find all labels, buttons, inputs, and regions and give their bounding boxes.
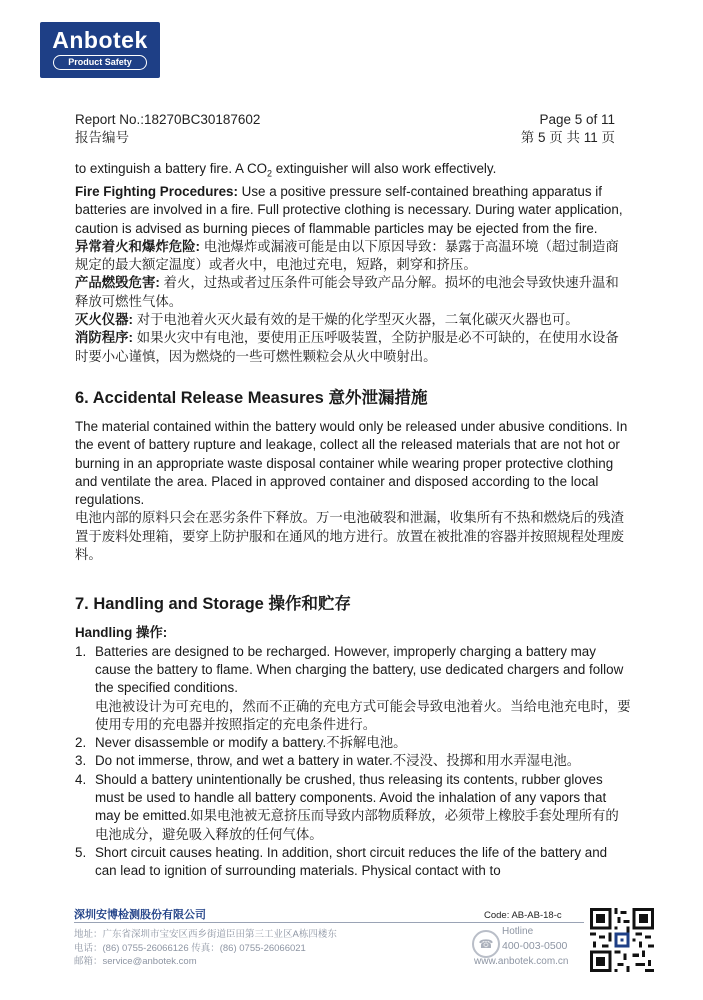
list-item: 3. Do not immerse, throw, and wet a battery in water.不浸没、投掷和用水弄湿电池。 (75, 753, 581, 769)
logo-tagline: Product Safety (53, 55, 147, 70)
page-number: Page 5 of 11 (539, 112, 615, 127)
logo-brand: Anbotek (52, 27, 148, 53)
footer-email: 邮箱：service@anbotek.com (74, 956, 197, 967)
paragraph-fire-fighting: Fire Fighting Procedures: Use a positive pressure self-contained breathing apparatus if batteries are involved in a fire. Full protective clothing is necessary. During water application, caution is advised as burning pieces of flammable particles may be ejected from the fire. (75, 183, 623, 236)
report-number: Report No.:18270BC30187602 (75, 112, 261, 127)
section-6-text-cn: 电池内部的原料只会在恶劣条件下释放。万一电池破裂和泄漏，收集所有不热和燃烧后的残渣置于废料处理箱，要穿上防护服和在通风的地方进行。放置在被批准的容器并按照规程处理废料。 (75, 510, 625, 563)
section-7-title: 7. Handling and Storage 操作和贮存 (75, 595, 351, 614)
footer-address: 地址：广东省深圳市宝安区西乡街道臣田第三工业区A栋四楼东 (74, 929, 337, 940)
report-number-block (75, 111, 260, 147)
paragraph-co2: to extinguish a battery fire. A $CO_2$ extinguisher will also work effectively. (75, 161, 497, 179)
list-item: 1. Batteries are designed to be recharged. However, improperly charging a battery may cause the battery to flame. When charging the battery, use dedicated chargers and follow the specified conditions. 电池被设计为可充电的，然而不正确的充电方式可能会导致电池着火。当给电池充电时，要使用专用的充电器并按照指定的充电条件进行。 (75, 643, 631, 732)
footer-divider (74, 922, 584, 923)
phone-icon: ☎ (472, 930, 500, 958)
document-body (75, 160, 631, 880)
handling-subtitle: Handling 操作: (75, 625, 168, 641)
page-number-block (521, 111, 615, 147)
hotline-label: Hotline (502, 926, 534, 937)
list-item: 2. Never disassemble or modify a battery.不拆解电池。 (75, 735, 407, 751)
paragraph-cn-procedure: 消防程序: 如果火灾中有电池，要使用正压呼吸装置，全防护服是必不可缺的，在使用水设备时要小心谨慎，因为燃烧的一些可燃性颗粒会从火中喷射出。 (75, 330, 619, 364)
anbotek-logo (40, 22, 160, 78)
list-item: 4. Should a battery unintentionally be crushed, thus releasing its contents, rubber gloves must be used to handle all battery components. Avoid the inhalation of any vapors that may be emitted.如果电池被无意挤压而导致内部物质释放，必须带上橡胶手套处理所有的电池成分，避免吸入释放的任何气体。 (75, 771, 619, 842)
paragraph-cn-extinguisher: 灭火仪器: 对于电池着火灭火最有效的是干燥的化学型灭火器，二氧化碳灭火器也可。 (75, 312, 579, 328)
page-number-cn: 第 5 页 共 11 页 (520, 130, 615, 145)
footer-phone: 电话：(86) 0755-26066126 传真：(86) 0755-26066021 (74, 942, 306, 954)
handling-list (75, 643, 631, 881)
paragraph-cn-burning: 产品燃毁危害: 着火，过热或者过压条件可能会导致产品分解。损坏的电池会导致快速升温和释放可燃性气体。 (75, 275, 619, 309)
footer-contact (74, 928, 337, 969)
paragraph-cn-explosion: 异常着火和爆炸危险: 电池爆炸或漏液可能是由以下原因导致：暴露于高温环境（超过制造商规定的最大额定温度）或者火中，电池过充电，短路，刺穿和挤压。 (75, 238, 619, 273)
report-number-cn: 报告编号 (75, 130, 129, 145)
footer-website: www.anbotek.com.cn (474, 956, 569, 967)
footer-code: Code: AB-AB-18-c (484, 910, 562, 921)
list-item: 5. Short circuit causes heating. In addition, short circuit reduces the life of the battery and can lead to ignition of surrounding materials. Physical contact with to (75, 844, 608, 879)
section-6-text: The material contained within the battery would only be released under abusive conditions. In the event of battery rupture and leakage, collect all the released materials that are not hot or burning in an appropriate waste disposal container while wearing proper protective clothing and ventilate the area. Placed in approved container and disposed according to the local regulations. (75, 418, 628, 508)
footer-company: 深圳安博检测股份有限公司 (74, 909, 206, 921)
hotline-number: 400-003-0500 (502, 940, 568, 952)
section-6-title: 6. Accidental Release Measures 意外泄漏措施 (75, 388, 428, 407)
qr-code-icon (590, 908, 654, 972)
